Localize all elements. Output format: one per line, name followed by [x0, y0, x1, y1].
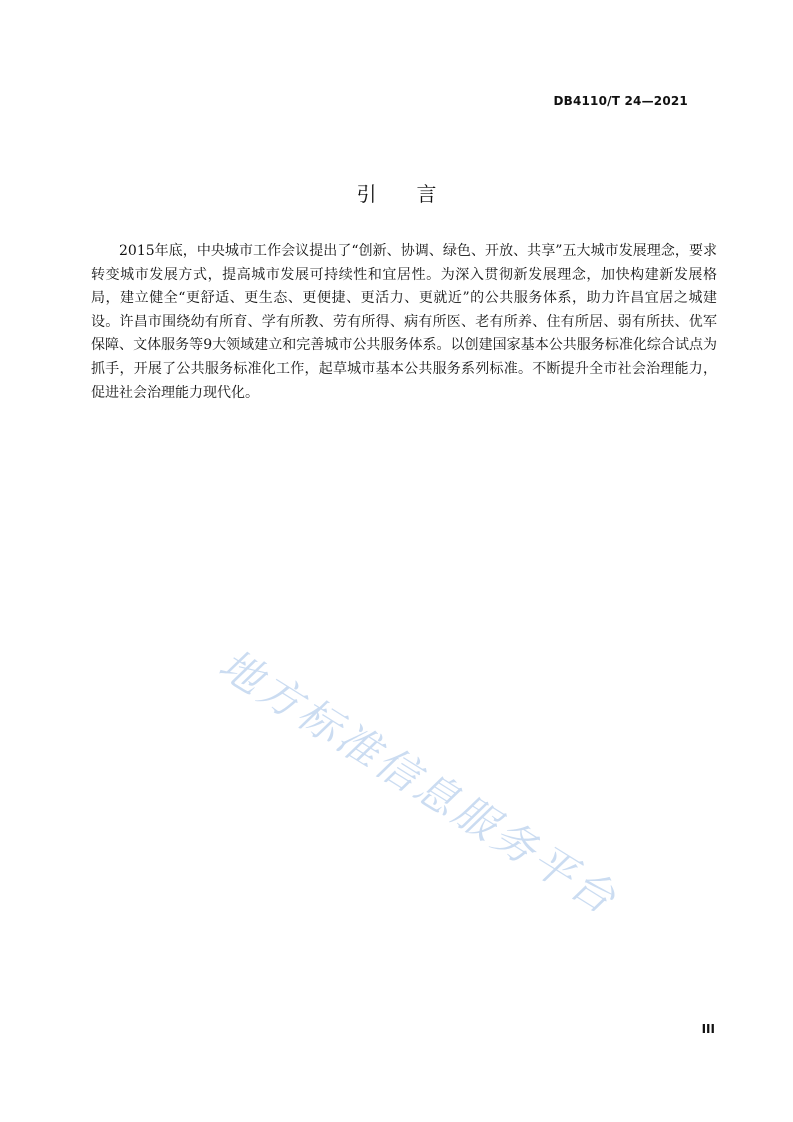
document-code: DB4110/T 24—2021	[553, 94, 688, 108]
page-number: III	[701, 1022, 715, 1036]
page-title: 引言	[356, 182, 477, 206]
introduction-paragraph: 2015年底，中央城市工作会议提出了“创新、协调、绿色、开放、共享”五大城市发展理念，要求转变城市发展方式，提高城市发展可持续性和宜居性。为深入贯彻新发展理念，加快构建新发展格局，建立健全“更舒适、更生态、更便捷、更活力、更就近”的公共服务体系，助力许昌宜居之城建设。许昌市围绕幼有所育、学有所教、劳有所得、病有所医、老有所养、住有所居、弱有所扶、优军保障、文体服务等9大领域建立和完善城市公共服务体系。以创建国家基本公共服务标准化综合试点为抓手，开展了公共服务标准化工作，起草城市基本公共服务系列标准。不断提升全市社会治理能力，促进社会治理能力现代化。	[91, 243, 717, 401]
watermark: 地方标准信息服务平台	[210, 639, 627, 925]
